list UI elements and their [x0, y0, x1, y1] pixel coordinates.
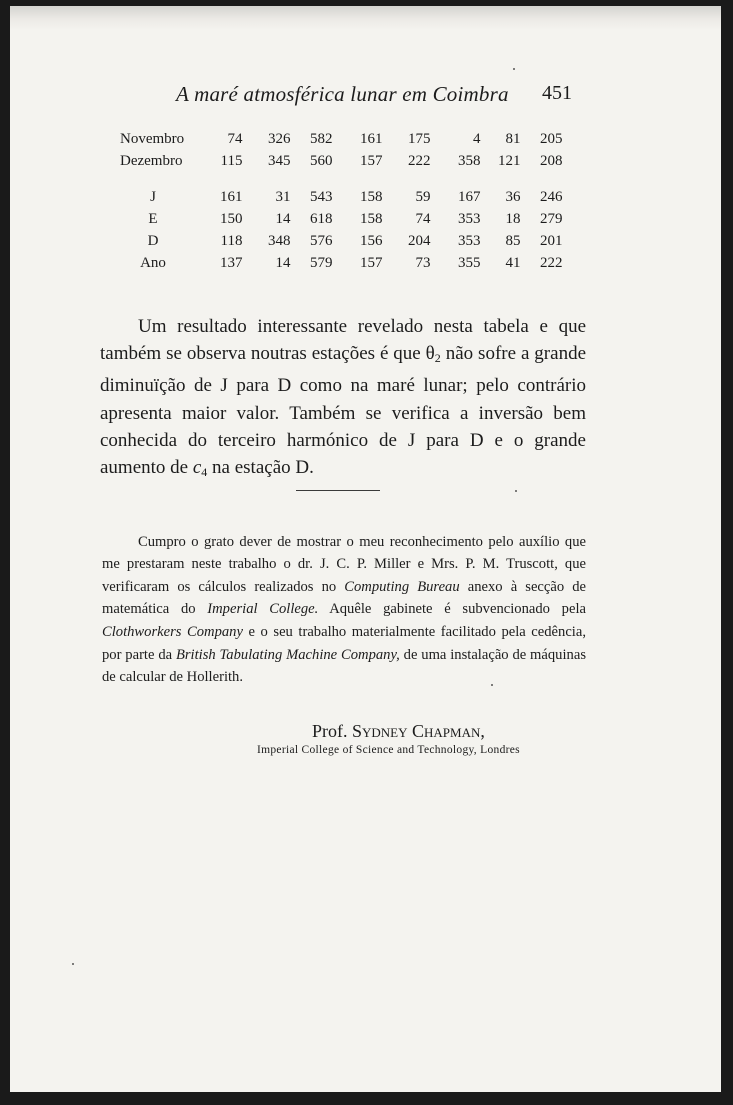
table-cell: 74 [227, 130, 243, 147]
table-cell: 137 [220, 254, 243, 271]
table-row [120, 230, 563, 252]
author-signature [312, 721, 485, 742]
row-label: Ano [140, 254, 166, 271]
paragraph-text: na estação D. [207, 457, 314, 479]
table-cell: 543 [310, 188, 333, 205]
table-cell: 222 [408, 152, 431, 169]
ack-italic: British Tabulating Machine Company, [175, 646, 400, 663]
table-cell: 576 [310, 232, 333, 249]
row-label: J [150, 188, 156, 205]
row-label: Novembro [120, 130, 185, 147]
scan-shadow [10, 6, 721, 30]
table-cell: 14 [275, 254, 291, 271]
scan-speck [515, 490, 517, 492]
theta-symbol: θ [425, 343, 435, 365]
table-cell: 157 [360, 152, 383, 169]
table-row [120, 150, 563, 172]
row-label: D [147, 232, 159, 249]
table-row [120, 186, 563, 208]
table-cell: 156 [360, 232, 383, 249]
author-name: Sydney Chapman, [352, 721, 485, 741]
ack-italic: Computing Bureau [344, 578, 460, 595]
document-page [10, 6, 721, 1092]
ack-text: Aquêle gabinete é subvencionado pela [318, 601, 586, 618]
page-header [10, 82, 721, 112]
table-cell: 582 [310, 130, 333, 147]
table-row [120, 252, 563, 274]
data-table [120, 128, 563, 274]
table-cell: 348 [268, 232, 291, 249]
ack-italic: Imperial College. [207, 601, 319, 618]
c-symbol: c [192, 457, 202, 479]
row-label: Dezembro [120, 152, 183, 169]
table-row [120, 208, 563, 230]
scan-speck [491, 684, 493, 686]
ack-text: de uma instalação de máquinas de calcular de Hollerith. [102, 646, 586, 686]
table-cell: 175 [408, 130, 431, 147]
table-cell: 345 [268, 152, 291, 169]
paragraph-text: não sofre a grande diminuïção de J para D como na maré lunar; pelo contrário apresenta maior valor. Também se verifica a inversão bem conhecida do terceiro harmónico de J para D e o grande aumento de [100, 343, 587, 479]
table-cell: 85 [505, 232, 521, 249]
table-cell: 208 [540, 152, 563, 169]
table-cell: 246 [540, 188, 563, 205]
table-cell: 358 [458, 152, 481, 169]
acknowledgement-paragraph [102, 531, 586, 689]
table-cell: 31 [275, 188, 291, 205]
table-cell: 81 [505, 130, 521, 147]
table-row [120, 128, 563, 150]
table-cell: 157 [360, 254, 383, 271]
table-cell: 353 [458, 210, 481, 227]
author-prefix: Prof. [312, 721, 348, 741]
table-cell: 158 [360, 210, 383, 227]
table-cell: 36 [505, 188, 521, 205]
table-cell: 618 [310, 210, 333, 227]
running-title: A maré atmosférica lunar em Coimbra [176, 82, 509, 106]
table-cell: 201 [540, 232, 563, 249]
scan-speck [513, 68, 515, 70]
table-cell: 118 [220, 232, 243, 249]
section-divider [296, 490, 380, 491]
ack-text: Cumpro o grato dever de mostrar o meu reconhecimento pelo auxílio que me prestaram neste trabalho o dr. J. C. P. Miller e Mrs. P. M. Truscott, que verificaram os cálculos realizados no [102, 533, 586, 595]
ack-text: e o seu trabalho materialmente facilitado pela cedência, por parte da [102, 623, 586, 663]
table-cell: 158 [360, 188, 383, 205]
table-cell: 4 [473, 130, 481, 147]
ack-text: anexo à secção de matemática do [102, 578, 587, 618]
table-cell: 161 [220, 188, 243, 205]
body-paragraph [100, 313, 586, 486]
table-cell: 74 [415, 210, 431, 227]
table-cell: 279 [540, 210, 563, 227]
page-number: 451 [542, 82, 572, 104]
table-cell: 14 [275, 210, 291, 227]
table-cell: 353 [458, 232, 481, 249]
ack-italic: Clothworkers Company [102, 623, 243, 640]
row-label: E [148, 210, 158, 227]
table-cell: 41 [505, 254, 521, 271]
table-cell: 115 [220, 152, 243, 169]
table-cell: 222 [540, 254, 563, 271]
table-cell: 205 [540, 130, 563, 147]
c-subscript: 4 [201, 465, 208, 480]
table-cell: 73 [415, 254, 431, 271]
table-cell: 150 [220, 210, 243, 227]
table-cell: 355 [458, 254, 481, 271]
theta-subscript: 2 [434, 351, 441, 366]
author-affiliation: Imperial College of Science and Technology, Londres [257, 744, 520, 756]
table-cell: 167 [458, 188, 481, 205]
table-cell: 18 [505, 210, 521, 227]
table-cell: 59 [415, 188, 431, 205]
table-cell: 326 [268, 130, 291, 147]
table-cell: 161 [360, 130, 383, 147]
table-cell: 560 [310, 152, 333, 169]
table-spacer [120, 172, 563, 186]
paragraph-text: Um resultado interessante revelado nesta tabela e que também se observa noutras estações é que [100, 316, 586, 365]
table-cell: 121 [498, 152, 521, 169]
table-cell: 579 [310, 254, 333, 271]
table-cell: 204 [408, 232, 431, 249]
scan-speck [72, 963, 74, 965]
